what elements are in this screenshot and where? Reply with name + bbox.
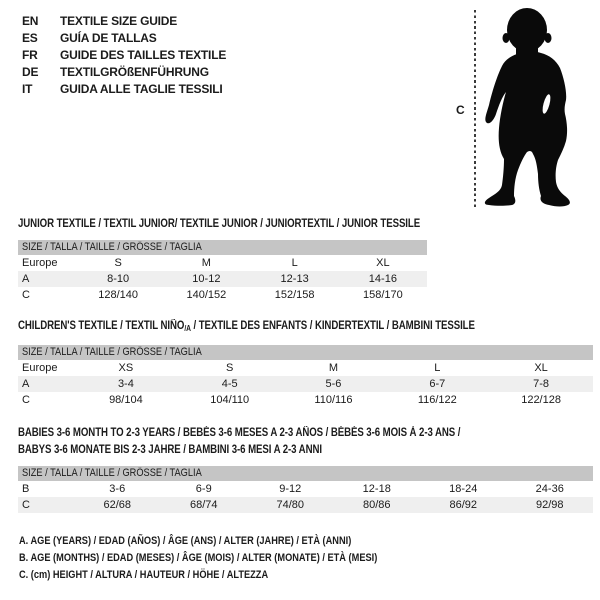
legend-line-a: A. AGE (YEARS) / EDAD (AÑOS) / ÂGE (ANS) / ALTER (JAHRE) / ETÀ (ANNI) <box>19 535 352 547</box>
legend-line-b: B. AGE (MONTHS) / EDAD (MESES) / ÂGE (MOIS) / ALTER (MONATE) / ETÀ (MESI) <box>19 552 378 564</box>
title-part: CHILDREN'S TEXTILE / TEXTIL NIÑO <box>18 320 185 332</box>
table-row <box>18 271 427 287</box>
cell: 8-10 <box>107 273 130 285</box>
babies-size-table <box>18 466 593 513</box>
language-row <box>22 64 226 81</box>
language-code: EN <box>22 14 39 28</box>
language-code: ES <box>22 31 38 45</box>
size-header-bar <box>18 466 593 481</box>
title-part: / TEXTILE DES ENFANTS / KINDERTEXTIL / BAMBINI TESSILE <box>190 320 475 332</box>
cell: 68/74 <box>189 499 218 511</box>
language-row <box>22 47 226 64</box>
title-line: BABYS 3-6 MONATE BIS 2-3 JAHRE / BAMBINI 3-6 MESI A 2-3 ANNI <box>18 444 322 456</box>
language-row <box>22 30 226 47</box>
height-dashed-line <box>474 10 476 208</box>
language-title: TEXTILGRÖßENFÜHRUNG <box>60 65 209 79</box>
table-row <box>18 497 593 513</box>
column-header: M <box>328 362 339 374</box>
cell: 6-7 <box>429 378 446 390</box>
section-title-junior <box>18 217 497 231</box>
cell: 4-5 <box>221 378 238 390</box>
cell: 80/86 <box>362 499 391 511</box>
region-label: Europe <box>22 257 58 269</box>
column-header: XL <box>534 362 548 374</box>
cell: 128/140 <box>98 289 138 301</box>
cell: 110/116 <box>314 394 353 406</box>
language-title: GUIDA ALLE TAGLIE TESSILI <box>60 82 223 96</box>
size-header-text: SIZE / TALLA / TAILLE / GRÖSSE / TAGLIA <box>22 241 202 253</box>
cell: 6-9 <box>195 483 212 495</box>
cell: 122/128 <box>521 394 561 406</box>
cell: 158/170 <box>362 289 403 301</box>
children-size-table <box>18 345 593 408</box>
size-header-bar <box>18 345 593 360</box>
region-label: Europe <box>22 362 58 374</box>
cell: 140/152 <box>186 289 227 301</box>
row-label: A <box>22 378 30 390</box>
cell: 18-24 <box>449 483 478 495</box>
language-row <box>22 81 226 98</box>
language-code: IT <box>22 82 33 96</box>
cell: 92/98 <box>535 499 564 511</box>
language-title: TEXTILE SIZE GUIDE <box>60 14 178 28</box>
column-header: S <box>226 362 234 374</box>
title-subscript: /A <box>184 324 191 333</box>
cell: 62/68 <box>103 499 132 511</box>
cell: 152/158 <box>274 289 315 301</box>
cell: 14-16 <box>368 273 397 285</box>
table-row <box>18 287 427 303</box>
cell: 86/92 <box>449 499 478 511</box>
column-header: S <box>114 257 122 269</box>
cell: 7-8 <box>533 378 550 390</box>
column-header: XL <box>376 257 390 269</box>
column-header-row <box>18 255 427 271</box>
cell: 24-36 <box>535 483 564 495</box>
title-line: BABIES 3-6 MONTH TO 2-3 YEARS / BEBÉS 3-6 MESES A 2-3 AÑOS / BÉBÉS 3-6 MOIS À 2-3 ANS / <box>18 427 461 439</box>
column-header: XS <box>118 362 134 374</box>
height-measure-label: C <box>456 103 465 117</box>
cell: 5-6 <box>325 378 342 390</box>
row-label: C <box>22 499 30 511</box>
language-title: GUÍA DE TALLAS <box>60 31 157 45</box>
cell: 74/80 <box>276 499 305 511</box>
cell: 3-4 <box>117 378 134 390</box>
baby-silhouette-icon <box>481 8 573 210</box>
column-header: L <box>291 257 298 269</box>
size-header-text: SIZE / TALLA / TAILLE / GRÖSSE / TAGLIA <box>22 346 202 358</box>
language-title: GUIDE DES TAILLES TEXTILE <box>60 48 227 62</box>
cell: 104/110 <box>210 394 250 406</box>
junior-size-table <box>18 240 427 303</box>
cell: 10-12 <box>192 273 221 285</box>
legend-line-c: C. (cm) HEIGHT / ALTURA / HAUTEUR / HÖHE / ALTEZZA <box>19 569 269 581</box>
cell: 3-6 <box>109 483 126 495</box>
section-title-text: JUNIOR TEXTILE / TEXTIL JUNIOR/ TEXTILE JUNIOR / JUNIORTEXTIL / JUNIOR TESSILE <box>18 218 421 230</box>
language-code: FR <box>22 48 38 62</box>
column-header: L <box>434 362 441 374</box>
column-header-row <box>18 360 593 376</box>
cell: 98/104 <box>109 394 143 406</box>
size-header-bar <box>18 240 427 255</box>
table-row <box>18 481 593 497</box>
section-title-babies <box>18 425 545 459</box>
size-header-text: SIZE / TALLA / TAILLE / GRÖSSE / TAGLIA <box>22 467 202 479</box>
table-row <box>18 392 593 408</box>
language-row <box>22 13 226 30</box>
section-title-text <box>18 319 475 336</box>
cell: 116/122 <box>417 394 457 406</box>
row-label: A <box>22 273 30 285</box>
row-label: C <box>22 289 30 301</box>
table-row <box>18 376 593 392</box>
section-title-children <box>18 319 562 336</box>
language-code: DE <box>22 65 39 79</box>
cell: 12-18 <box>362 483 391 495</box>
cell: 12-13 <box>280 273 309 285</box>
row-label: B <box>22 483 30 495</box>
legend <box>19 533 446 584</box>
language-list <box>22 13 226 98</box>
cell: 9-12 <box>279 483 302 495</box>
column-header: M <box>201 257 211 269</box>
row-label: C <box>22 394 30 406</box>
